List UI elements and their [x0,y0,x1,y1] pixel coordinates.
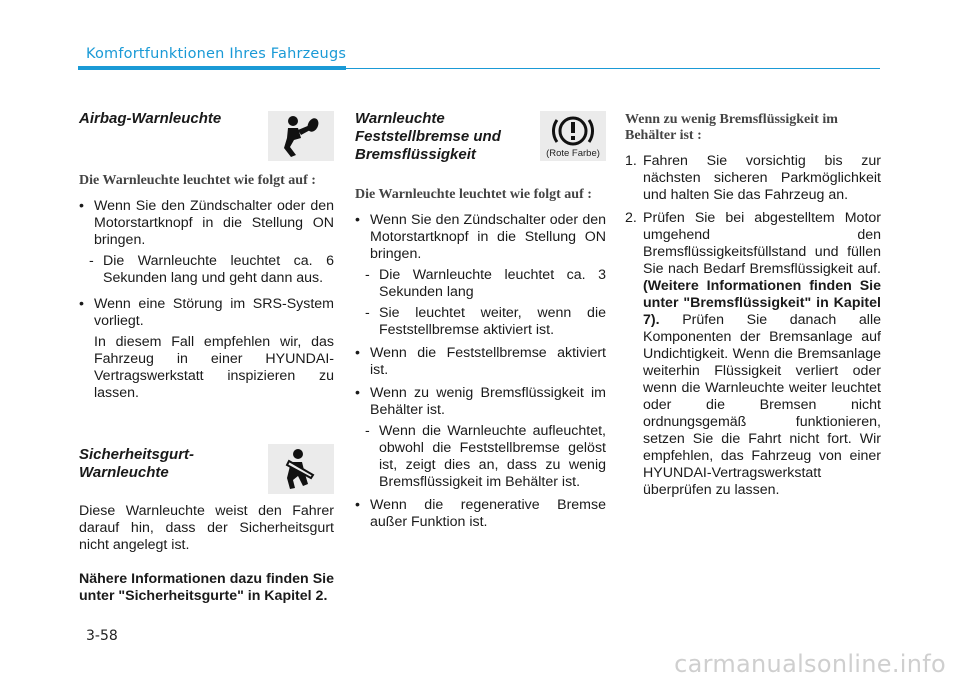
list-item: • Wenn eine Störung im SRS-System vorliegt. [79,296,334,329]
section-title: Komfortfunktionen Ihres Fahrzeugs [86,46,347,62]
airbag-subheading: Die Warnleuchte leuchtet wie folgt auf : [79,173,316,188]
list-item: 2. Prüfen Sie bei abgestelltem Motor umgehend den Bremsflüssigkeitsfüllstand und füllen Sie nach Bedarf Bremsflüssigkeit auf. (Weitere Informationen finden Sie unter "Bremsflüssigkeit" in Kapitel 7). Prüfen Sie danach alle Komponenten der Bremsanlage auf Undichtigkeit. Wenn die Bremsanlage weiterhin Flüssigkeit verliert oder wenn die Warnleuchte weiter leuchtet oder die Bremsen nicht ordnungsgemäß funktionieren, setzen Sie die Fahrt nicht fort. Wir empfehlen, das Fahrzeug von einer HYUNDAI-Vertragswerkstatt überprüfen zu lassen. [625,210,881,498]
low-fluid-subheading: Wenn zu wenig Bremsflüssigkeit im Behälter ist : [625,112,838,143]
brake-heading: Warnleuchte Feststellbremse und Bremsflüssigkeit [355,110,501,163]
icon-caption: (Rote Farbe) [546,148,600,159]
brake-subheading: Die Warnleuchte leuchtet wie folgt auf : [355,187,592,202]
airbag-note: In diesem Fall empfehlen wir, das Fahrzeug in einer HYUNDAI-Vertragswerkstatt inspizieren zu lassen. [94,334,334,401]
airbag-warning-icon [268,111,334,161]
list-item: 1. Fahren Sie vorsichtig bis zur nächsten sicheren Parkmöglichkeit und halten Sie das Fahrzeug an. [625,153,881,203]
list-item: • Wenn Sie den Zündschalter oder den Motorstartknopf in die Stellung ON bringen. [355,212,606,262]
list-item: - Wenn die Warnleuchte aufleuchtet, obwohl die Feststellbremse gelöst ist, zeigt dies an, dass zu wenig Bremsflüssigkeit im Behälter ist. [365,423,606,490]
watermark: carmanualsonline.info [674,650,946,678]
list-item: • Wenn zu wenig Bremsflüssigkeit im Behälter ist. [355,385,606,418]
list-item: • Wenn die Feststellbremse aktiviert ist. [355,345,606,378]
page-number: 3-58 [86,628,118,644]
seatbelt-warning-icon [268,444,334,494]
list-item: • Wenn die regenerative Bremse außer Funktion ist. [355,497,606,530]
seatbelt-heading: Sicherheitsgurt-Warnleuchte [79,446,195,481]
header-rule [78,66,346,70]
header-rule-thin [346,68,880,69]
list-item: - Die Warnleuchte leuchtet ca. 6 Sekunden lang und geht dann aus. [89,253,334,286]
seatbelt-reference: Nähere Informationen dazu finden Sie unter "Sicherheitsgurte" in Kapitel 2. [79,571,334,604]
list-item: - Sie leuchtet weiter, wenn die Feststellbremse aktiviert ist. [365,305,606,338]
brake-warning-icon [540,111,606,161]
list-item: - Die Warnleuchte leuchtet ca. 3 Sekunden lang [365,267,606,300]
seatbelt-description: Diese Warnleuchte weist den Fahrer darauf hin, dass der Sicherheitsgurt nicht angelegt ist. [79,503,334,553]
list-item: • Wenn Sie den Zündschalter oder den Motorstartknopf in die Stellung ON bringen. [79,198,334,248]
airbag-heading: Airbag-Warnleuchte [79,110,222,127]
